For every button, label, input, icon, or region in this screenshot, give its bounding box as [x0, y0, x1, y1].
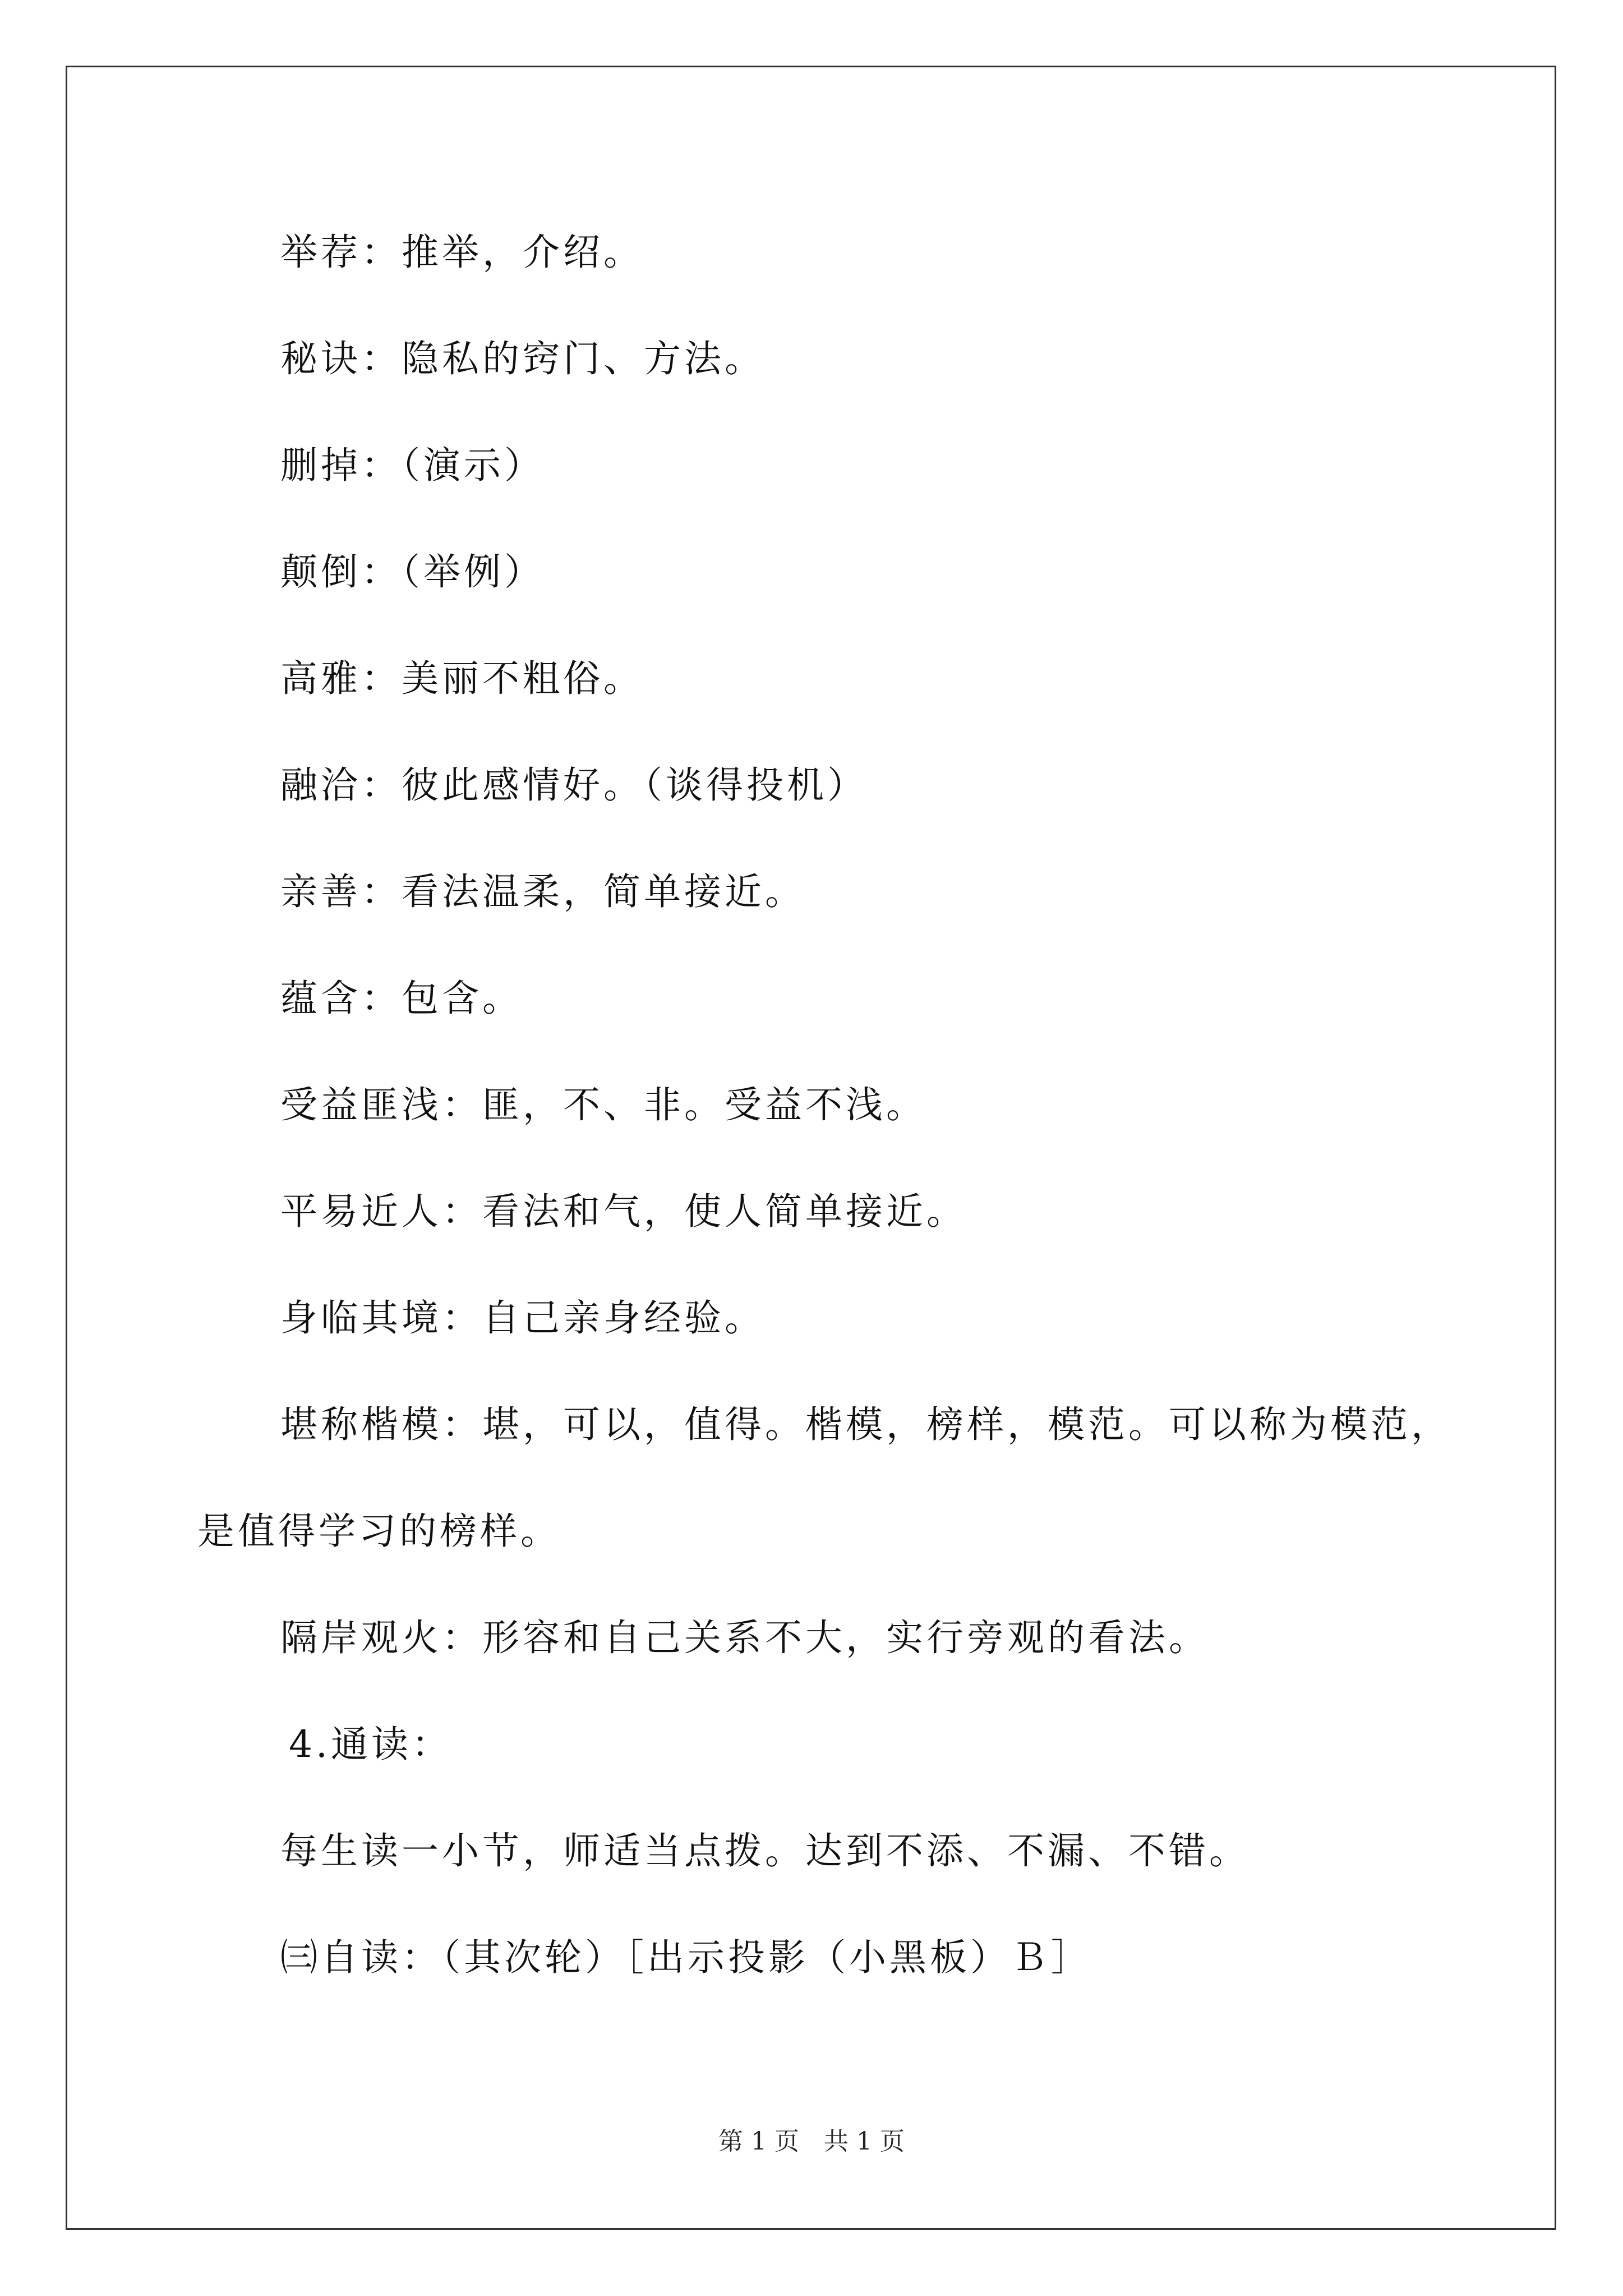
text-line: ㈢自读：（其次轮）［出示投影（小黑板）Ｂ］: [280, 1936, 1091, 1979]
text-line: 颠倒：（举例）: [280, 550, 545, 593]
text-line: 亲善：看法温柔，简单接近。: [280, 870, 805, 913]
text-line: 是值得学习的榜样。: [197, 1510, 561, 1553]
text-line: 秘诀：隐私的窍门、方法。: [280, 337, 765, 380]
text-line: 身临其境：自己亲身经验。: [280, 1296, 765, 1340]
text-line: 融洽：彼此感情好。（谈得投机）: [280, 763, 868, 807]
section-heading: 4.通读：: [289, 1723, 452, 1766]
text-line: 平易近人：看法和气，使人简单接近。: [280, 1190, 967, 1233]
text-line: 删掉：（演示）: [280, 444, 545, 487]
text-line: 举荐：推举，介绍。: [280, 231, 644, 274]
page-border: [66, 66, 1556, 2230]
text-line: 高雅：美丽不粗俗。: [280, 657, 644, 700]
text-line: 每生读一小节，师适当点拨。达到不添、不漏、不错。: [280, 1829, 1249, 1872]
text-line: 隔岸观火：形容和自己关系不大，实行旁观的看法。: [280, 1616, 1209, 1659]
text-line: 受益匪浅：匪，不、非。受益不浅。: [280, 1083, 926, 1126]
text-line: 堪称楷模：堪，可以，值得。楷模，榜样，模范。可以称为模范，: [280, 1403, 1451, 1446]
page-number: 第 1 页 共 1 页: [718, 2127, 905, 2156]
text-line: 蕴含：包含。: [280, 977, 523, 1020]
